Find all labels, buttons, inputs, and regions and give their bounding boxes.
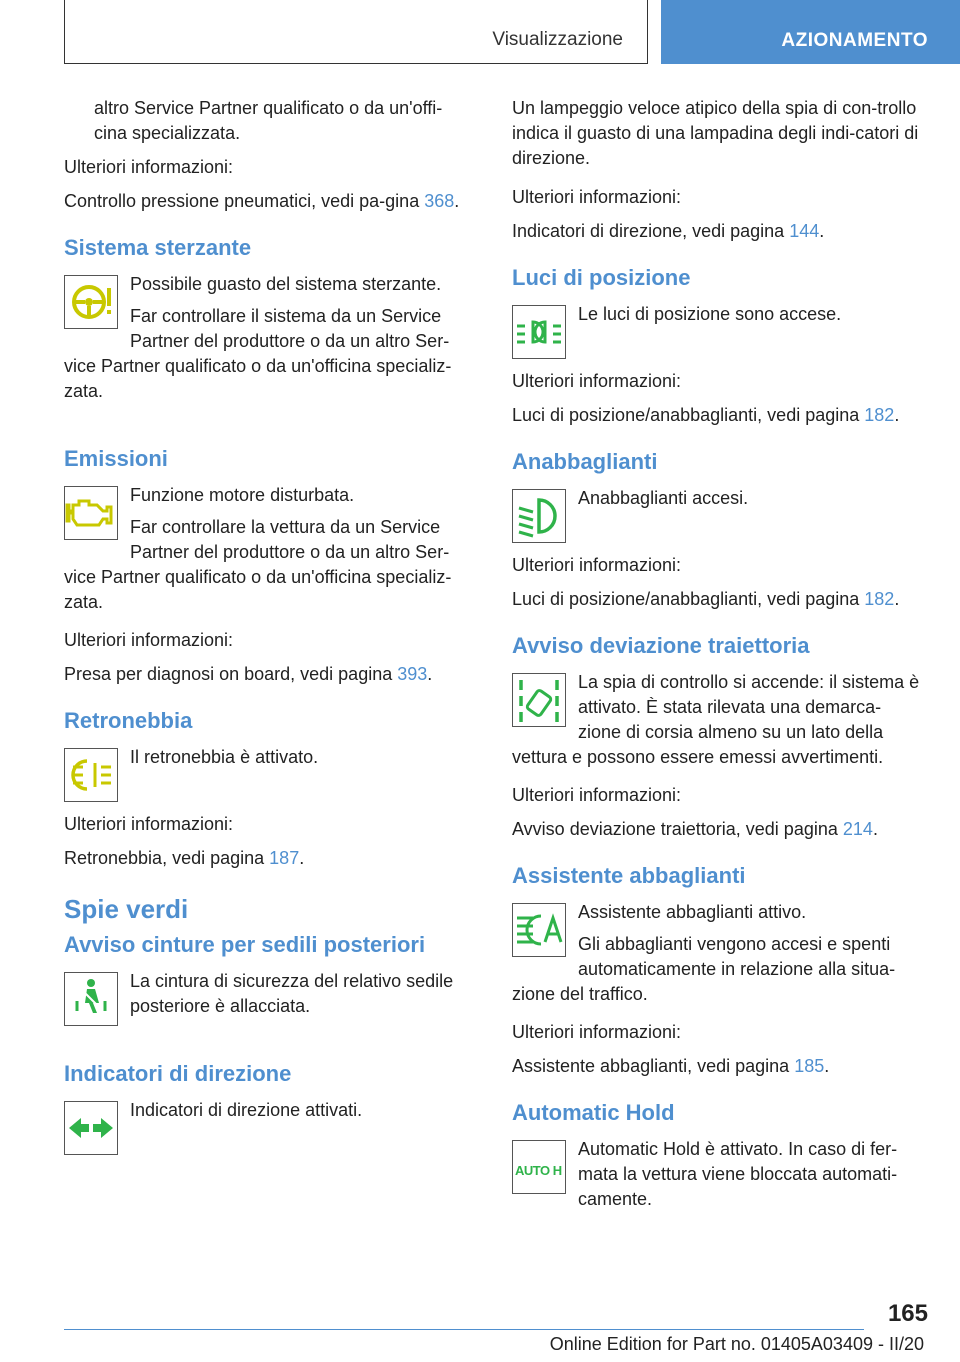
- link-page-393[interactable]: 393: [397, 664, 428, 684]
- section-title: Visualizzazione: [492, 29, 623, 50]
- heading-high-beam-assist: Assistente abbaglianti: [512, 863, 746, 888]
- fog-ref: Retronebbia, vedi pagina 187.: [64, 848, 305, 868]
- chapter-title: AZIONAMENTO: [781, 30, 928, 51]
- steer-p1: Possibile guasto del sistema sterzante.: [130, 274, 442, 294]
- low-beam-icon: [512, 489, 566, 543]
- hba-more: Ulteriori informazioni:: [512, 1022, 682, 1042]
- hba-ref: Assistente abbaglianti, vedi pagina 185.: [512, 1056, 830, 1076]
- heading-lane-departure: Avviso deviazione traiettoria: [512, 633, 810, 658]
- heading-automatic-hold: Automatic Hold: [512, 1100, 675, 1125]
- turn-ref: Indicatori di direzione, vedi pagina 144.: [512, 221, 825, 241]
- block-turn-signals: [64, 1098, 476, 1159]
- block-emissions: [64, 483, 476, 622]
- block-automatic-hold: [512, 1137, 924, 1219]
- auto-hold-icon-label: AUTO H: [515, 1163, 562, 1178]
- fog-p1: Il retronebbia è attivato.: [130, 747, 319, 767]
- lane-p1: La spia di controllo si accende: il sistema è attivato. È stata rilevata una demarca-zione di corsia almeno su un lato della vettura e possono essere emessi avvertimenti.: [512, 672, 920, 767]
- link-page-185[interactable]: 185: [794, 1056, 825, 1076]
- low-more: Ulteriori informazioni:: [512, 555, 682, 575]
- hba-p2: Gli abbaglianti vengono accesi e spenti automaticamente in relazione alla situa-zione del traffico.: [512, 934, 896, 1004]
- heading-green-lights: Spie verdi: [64, 894, 189, 924]
- fog-more: Ulteriori informazioni:: [64, 814, 234, 834]
- chapter-tab[interactable]: [661, 0, 960, 64]
- intro-line-1: altro Service Partner qualificato o da un'offi- cina specializzata.: [94, 98, 443, 143]
- rear-fog-light-icon: [64, 748, 118, 802]
- left-column: [64, 96, 476, 1159]
- link-page-144[interactable]: 144: [789, 221, 820, 241]
- emis-more: Ulteriori informazioni:: [64, 630, 234, 650]
- right-column: [512, 96, 924, 1219]
- block-position-lights: [512, 302, 924, 363]
- link-page-368[interactable]: 368: [424, 191, 455, 211]
- steering-warning-icon: [64, 275, 118, 329]
- link-page-214[interactable]: 214: [842, 819, 873, 839]
- seatbelt-icon: [64, 972, 118, 1026]
- emis-ref: Presa per diagnosi on board, vedi pagina 393.: [64, 664, 433, 684]
- hold-p1: Automatic Hold è attivato. In caso di fer-mata la vettura viene bloccata automati-camente.: [578, 1139, 898, 1209]
- pos-p1: Le luci di posizione sono accese.: [578, 304, 842, 324]
- heading-rear-fog: Retronebbia: [64, 708, 193, 733]
- engine-icon: [64, 486, 118, 540]
- block-high-beam-assist: [512, 900, 924, 1014]
- low-ref: Luci di posizione/anabbaglianti, vedi pagina 182.: [512, 589, 900, 609]
- more-info-label: Ulteriori informazioni:: [64, 157, 234, 177]
- pos-ref: Luci di posizione/anabbaglianti, vedi pagina 182.: [512, 405, 900, 425]
- block-rear-belt: [64, 969, 476, 1030]
- link-page-182-a[interactable]: 182: [864, 405, 895, 425]
- pos-more: Ulteriori informazioni:: [512, 371, 682, 391]
- turn-p2: Un lampeggio veloce atipico della spia di con-trollo indica il guasto di una lampadina degli indi-catori di direzione.: [512, 98, 919, 168]
- block-low-beam: [512, 486, 924, 547]
- auto-hold-icon: [512, 1140, 566, 1194]
- turn-more: Ulteriori informazioni:: [512, 187, 682, 207]
- heading-emissions: Emissioni: [64, 446, 168, 471]
- block-rear-fog: [64, 745, 476, 806]
- link-page-182-b[interactable]: 182: [864, 589, 895, 609]
- heading-rear-belt: Avviso cinture per sedili posteriori: [64, 932, 426, 957]
- header-section-box: [64, 0, 648, 64]
- link-page-187[interactable]: 187: [269, 848, 300, 868]
- position-lights-icon: [512, 305, 566, 359]
- lane-departure-icon: [512, 673, 566, 727]
- heading-steering: Sistema sterzante: [64, 235, 252, 260]
- belt-p1: La cintura di sicurezza del relativo sedile posteriore è allacciata.: [130, 971, 454, 1016]
- turn-signal-arrows-icon: [64, 1101, 118, 1155]
- turn-p1: Indicatori di direzione attivati.: [130, 1100, 363, 1120]
- footer-divider: [64, 1329, 864, 1330]
- low-p1: Anabbaglianti accesi.: [578, 488, 749, 508]
- footer-edition: Online Edition for Part no. 01405A03409 - II/20: [549, 1334, 924, 1354]
- block-lane-departure: [512, 670, 924, 777]
- steer-p2: Far controllare il sistema da un Service Partner del produttore o da un altro Ser-vice Partner qualificato o da un'officina specializ-zata.: [64, 306, 452, 401]
- emis-p1: Funzione motore disturbata.: [130, 485, 355, 505]
- lane-more: Ulteriori informazioni:: [512, 785, 682, 805]
- heading-turn-signals: Indicatori di direzione: [64, 1061, 292, 1086]
- lane-ref: Avviso deviazione traiettoria, vedi pagina 214.: [512, 819, 878, 839]
- heading-position-lights: Luci di posizione: [512, 265, 691, 290]
- high-beam-assist-icon: [512, 903, 566, 957]
- ref-tire: Controllo pressione pneumatici, vedi pa-gina 368.: [64, 191, 460, 211]
- page-number: 165: [887, 1300, 928, 1327]
- hba-p1: Assistente abbaglianti attivo.: [578, 902, 807, 922]
- emis-p2: Far controllare la vettura da un Service Partner del produttore o da un altro Ser-vice Partner qualificato o da un'officina specializ-zata.: [64, 517, 452, 612]
- block-steering: [64, 272, 476, 411]
- heading-low-beam: Anabbaglianti: [512, 449, 658, 474]
